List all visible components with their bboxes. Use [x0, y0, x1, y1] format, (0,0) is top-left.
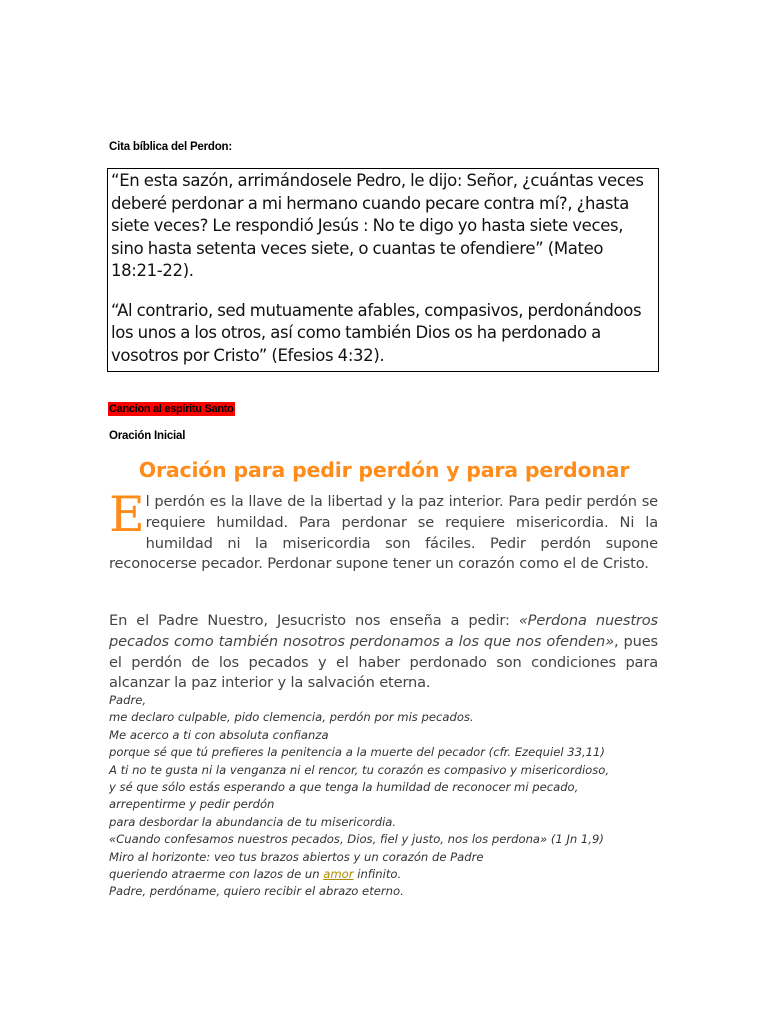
paragraph-quote: «Perdona nuestros pecados como también nosotros perdonamos a los que nos ofenden» — [109, 612, 658, 650]
prayer-line: Padre, perdóname, quiero recibir el abrazo eterno. — [109, 884, 404, 899]
paragraph-tail: , pues el perdón de los pecados y el haber perdonado son condiciones para alcanzar la paz interior y la salvación eterna. — [109, 632, 659, 692]
intro-paragraph — [109, 486, 658, 575]
prayer-line-start: queriendo atraerme con lazos de un — [109, 867, 324, 882]
amor-link[interactable]: amor — [323, 867, 354, 882]
prayer-line — [109, 866, 669, 883]
intro-paragraph-text: l perdón es la llave de la libertad y la paz interior. Para pedir perdón se requiere humildad. Para perdonar se requiere misericordia. Ni la humildad ni la misericordia son fáciles. Pedir perdón supone reconocerse pecador. Perdonar supone tener un corazón como el de Cristo. — [109, 493, 658, 573]
quote-box — [107, 168, 659, 372]
song-label: Cancion al espíritu Santo — [109, 403, 234, 415]
prayer-line: para desbordar la abundancia de tu misericordia. — [109, 814, 397, 829]
prayer-line: me declaro culpable, pido clemencia, perdón por mis pecados. — [109, 710, 474, 725]
prayer-line: Padre, — [109, 693, 147, 707]
prayer-line: Me acerco a ti con absoluta confianza — [109, 727, 329, 742]
oracion-inicial-label: Oración Inicial — [109, 430, 186, 442]
quote-mateo: “En esta sazón, arrimándosele Pedro, le dijo: Señor, ¿cuántas veces deberé perdonar a mi hermano cuando pecare contra mí?, ¿hasta siete veces? Le respondió Jesús : No te digo yo hasta siete veces, sino hasta setenta veces siete, o cuantas te ofendiere” (Mateo 18:21-22). — [111, 171, 644, 280]
prayer-text — [109, 692, 669, 901]
prayer-line: arrepentirme y pedir perdón — [109, 797, 275, 812]
prayer-line: porque sé que tú prefieres la penitencia a la muerte del pecador (cfr. Ezequiel 33,11) — [109, 745, 605, 760]
quote-efesios: “Al contrario, sed mutuamente afables, compasivos, perdonándoos los unos a los otros, así como también Dios os ha perdonado a vosotros por Cristo” (Efesios 4:32). — [111, 300, 642, 365]
paragraph-lead: En el Padre Nuestro, Jesucristo nos enseña a pedir: — [109, 612, 519, 629]
padre-nuestro-paragraph — [109, 611, 658, 694]
prayer-line: Miro al horizonte: veo tus brazos abiertos y un corazón de Padre — [109, 849, 484, 864]
prayer-line: y sé que sólo estás esperando a que tenga la humildad de reconocer mi pecado, — [109, 780, 579, 795]
cita-label: Cita bíblica del Perdon: — [109, 141, 232, 153]
prayer-line: A ti no te gusta ni la venganza ni el rencor, tu corazón es compasivo y misericordioso, — [109, 762, 610, 777]
prayer-heading: Oración para pedir perdón y para perdonar — [138, 458, 630, 482]
prayer-line: «Cuando confesamos nuestros pecados, Dios, fiel y justo, nos los perdona» (1 Jn 1,9) — [109, 832, 604, 847]
prayer-line-end: infinito. — [353, 867, 402, 882]
drop-cap: E — [109, 486, 145, 543]
